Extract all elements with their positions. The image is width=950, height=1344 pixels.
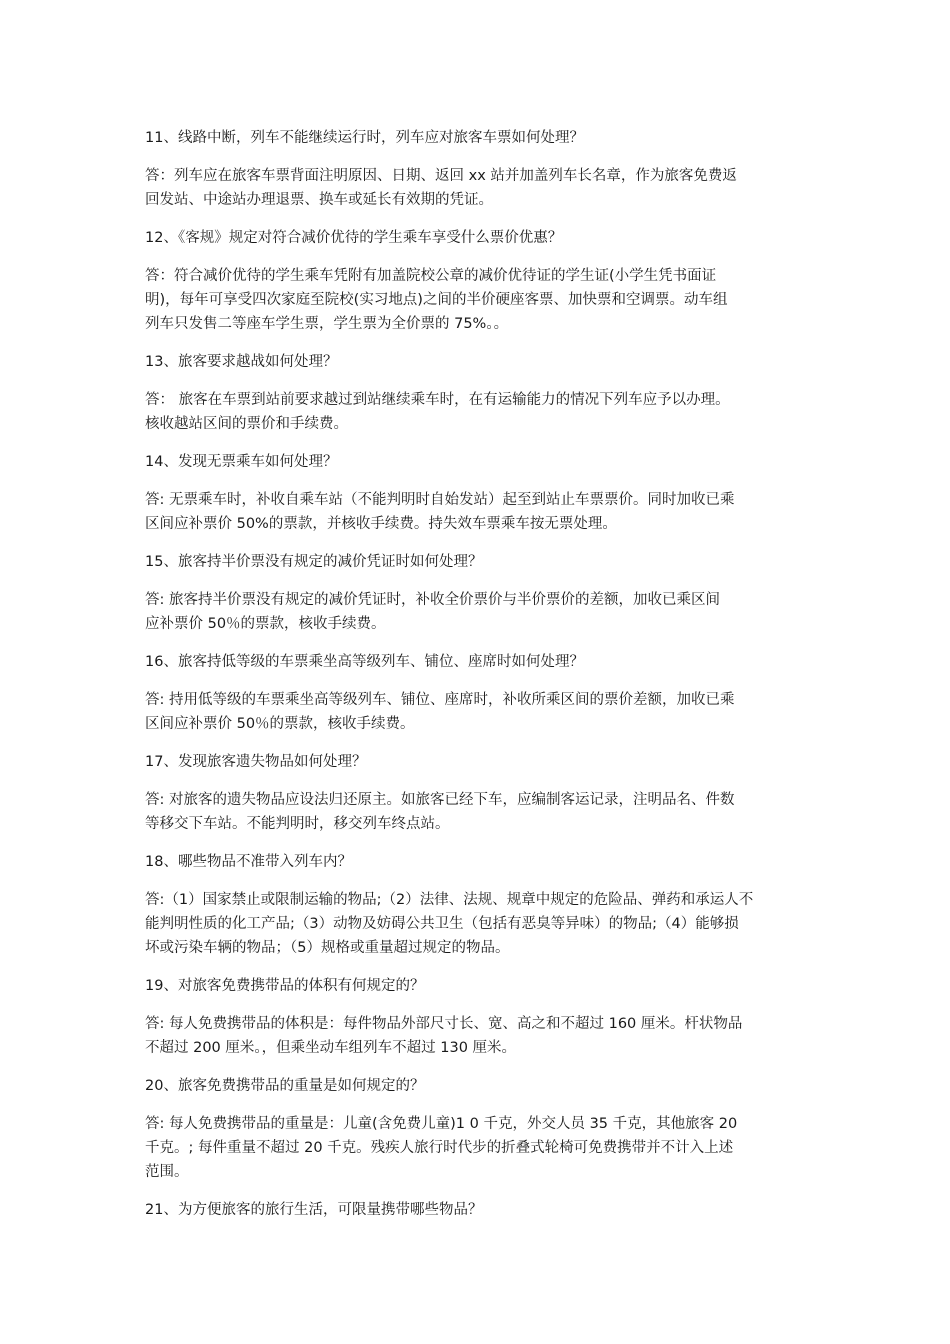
qa-content [145, 126, 820, 1236]
answer-14: 答: 无票乘车时，补收自乘车站（不能判明时自始发站）起至到站止车票票价。同时加收已乘 区间应补票价 50%的票款，并核收手续费。持失效车票乘车按无票处理。 [145, 492, 735, 532]
answer-11: 答：列车应在旅客车票背面注明原因、日期、返回 xx 站并加盖列车长名章，作为旅客免费返 回发站、中途站办理退票、换车或延长有效期的凭证。 [145, 168, 737, 208]
answer-13: 答： 旅客在车票到站前要求越过到站继续乘车时，在有运输能力的情况下列车应予以办理。 核收越站区间的票价和手续费。 [145, 392, 730, 432]
answer-19: 答: 每人免费携带品的体积是：每件物品外部尺寸长、宽、高之和不超过 160 厘米。杆状物品 不超过 200 厘米。，但乘坐动车组列车不超过 130 厘米。 [145, 1016, 743, 1056]
question-18: 18、哪些物品不准带入列车内？ [145, 854, 352, 870]
question-11: 11、线路中断，列车不能继续运行时，列车应对旅客车票如何处理？ [145, 130, 584, 146]
question-21: 21、为方便旅客的旅行生活，可限量携带哪些物品？ [145, 1202, 483, 1218]
answer-16: 答: 持用低等级的车票乘坐高等级列车、铺位、座席时，补收所乘区间的票价差额，加收已乘 区间应补票价 50％的票款，核收手续费。 [145, 692, 735, 732]
question-20: 20、旅客免费携带品的重量是如何规定的？ [145, 1078, 425, 1094]
question-16: 16、旅客持低等级的车票乘坐高等级列车、铺位、座席时如何处理？ [145, 654, 584, 670]
question-19: 19、对旅客免费携带品的体积有何规定的？ [145, 978, 425, 994]
question-15: 15、旅客持半价票没有规定的减价凭证时如何处理？ [145, 554, 483, 570]
question-13: 13、旅客要求越战如何处理？ [145, 354, 338, 370]
question-17: 17、发现旅客遗失物品如何处理？ [145, 754, 367, 770]
answer-15: 答: 旅客持半价票没有规定的减价凭证时，补收全价票价与半价票价的差额，加收已乘区间 应补票价 50％的票款，核收手续费。 [145, 592, 720, 632]
question-14: 14、发现无票乘车如何处理？ [145, 454, 338, 470]
answer-12: 答：符合减价优待的学生乘车凭附有加盖院校公章的减价优待证的学生证(小学生凭书面证 明)，每年可享受四次家庭至院校(实习地点)之间的半价硬座客票、加快票和空调票。动车组 列车只发售二等座车学生票，学生票为全价票的 75%。。 [145, 268, 728, 332]
question-12: 12、《客规》规定对符合减价优待的学生乘车享受什么票价优惠？ [145, 230, 563, 246]
answer-17: 答: 对旅客的遗失物品应设法归还原主。如旅客已经下车，应编制客运记录，注明品名、件数 等移交下车站。不能判明时，移交列车终点站。 [145, 792, 735, 832]
answer-20: 答: 每人免费携带品的重量是：儿童(含免费儿童)1 0 千克，外交人员 35 千克，其他旅客 20 千克。; 每件重量不超过 20 千克。残疾人旅行时代步的折叠式轮椅可免费携带并不计入上述 范围。 [145, 1116, 738, 1180]
answer-18: 答:（1）国家禁止或限制运输的物品;（2）法律、法规、规章中规定的危险品、弹药和承运人不 能判明性质的化工产品;（3）动物及妨碍公共卫生（包括有恶臭等异味）的物品;（4）能够损 坏或污染车辆的物品；（5）规格或重量超过规定的物品。 [145, 892, 754, 956]
